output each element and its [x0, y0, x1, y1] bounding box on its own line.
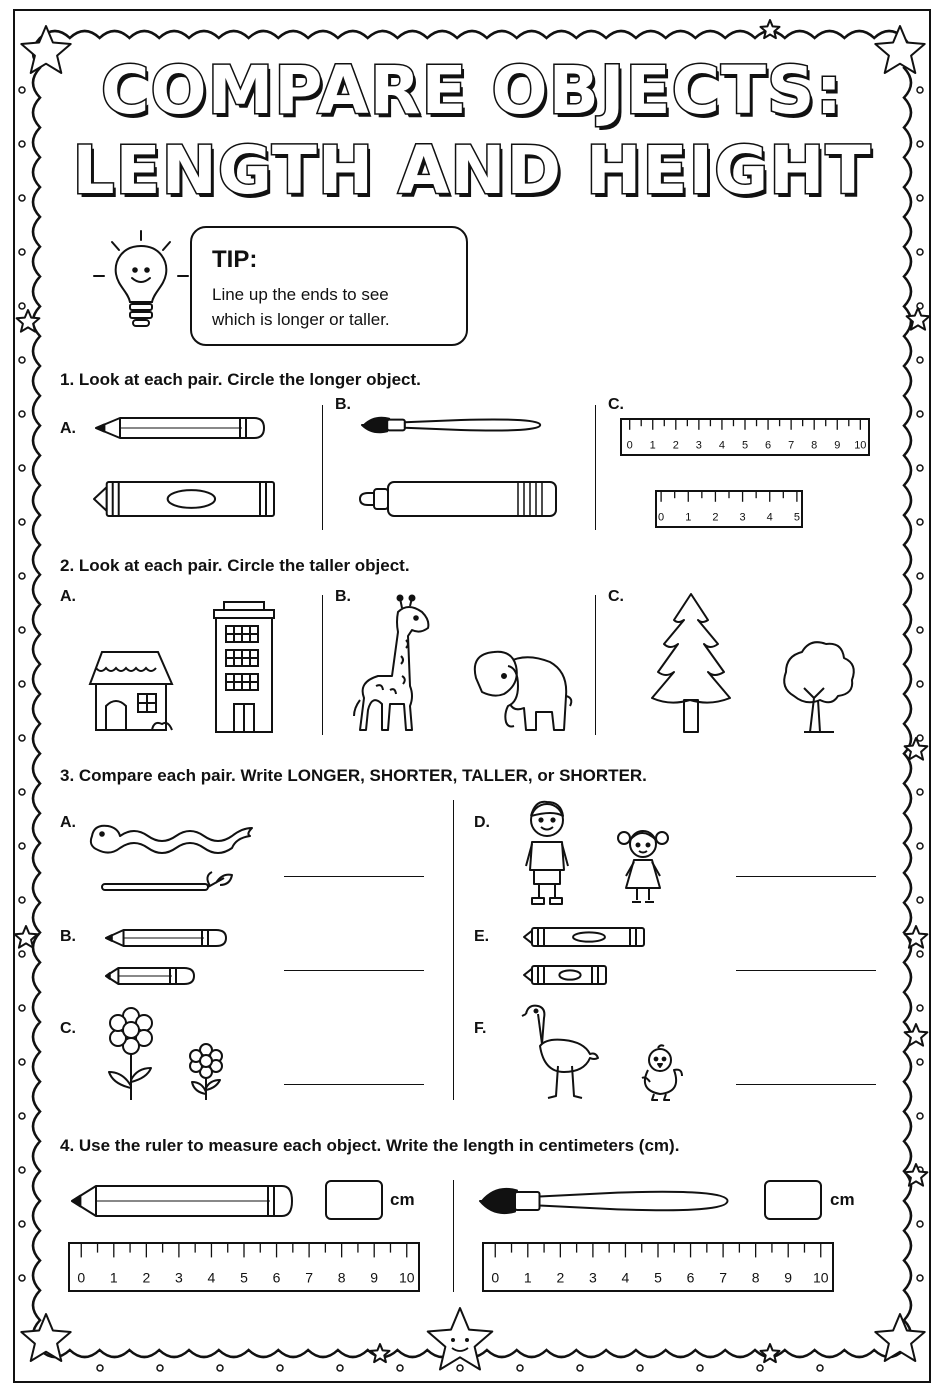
ruler-tick-label: 0	[77, 1269, 86, 1286]
tip-heading: TIP:	[212, 246, 258, 273]
pine-tree-drawing[interactable]	[648, 592, 734, 734]
page-title-line1: COMPARE OBJECTS:	[101, 52, 843, 129]
answer-line-d[interactable]	[736, 876, 876, 877]
ruler-tick-label: 8	[337, 1269, 346, 1286]
ruler-tick-label: 10	[812, 1269, 829, 1286]
measure-ruler-left[interactable]	[68, 1242, 422, 1294]
measure-ruler-right[interactable]	[482, 1242, 836, 1294]
s2-label-b: B.	[335, 588, 351, 605]
s3-label-f: F.	[474, 1020, 487, 1037]
answer-box-pencil[interactable]	[325, 1180, 383, 1220]
ruler-tick-label: 4	[766, 511, 773, 524]
s1-label-a: A.	[60, 420, 76, 437]
ruler-tick-label: 7	[305, 1269, 313, 1286]
ruler-tick-label: 6	[272, 1269, 281, 1286]
short-pencil-drawing[interactable]	[104, 966, 198, 986]
ruler-tick-label: 2	[672, 439, 679, 452]
ruler-tick-label: 3	[175, 1269, 183, 1286]
ruler-tick-label: 1	[649, 439, 656, 452]
ostrich-drawing[interactable]	[522, 1002, 598, 1102]
tip-line-1: Line up the ends to see	[212, 285, 389, 304]
short-flower-drawing[interactable]	[186, 1044, 226, 1102]
ruler-tick-label: 9	[834, 439, 841, 452]
s3-label-a: A.	[60, 814, 76, 831]
unit-label-cm: cm	[830, 1190, 855, 1209]
ruler-tick-label: 10	[398, 1269, 415, 1286]
ruler-tick-label: 8	[811, 439, 818, 452]
answer-box-paintbrush[interactable]	[764, 1180, 822, 1220]
ruler-tick-label: 5	[741, 439, 749, 452]
short-crayon-drawing[interactable]	[522, 964, 612, 986]
paintbrush-drawing[interactable]	[362, 414, 544, 440]
ruler-tick-label: 3	[739, 511, 746, 524]
s2-label-a: A.	[60, 588, 76, 605]
answer-line-c[interactable]	[284, 1084, 424, 1085]
stick-drawing[interactable]	[100, 868, 236, 892]
marker-drawing[interactable]	[358, 480, 560, 518]
ruler-tick-label: 4	[207, 1269, 216, 1286]
ruler-tick-label: 0	[491, 1269, 500, 1286]
page-title-line2: LENGTH AND HEIGHT	[72, 132, 872, 209]
crayon-drawing[interactable]	[92, 480, 278, 518]
star-icon	[761, 20, 780, 38]
ruler-tick-label: 0	[658, 511, 665, 524]
star-icon	[371, 1344, 390, 1362]
tip-text	[212, 282, 462, 332]
section4-instruction: 4. Use the ruler to measure each object. Write the length in centimeters (cm).	[60, 1136, 680, 1155]
s3-label-b: B.	[60, 928, 76, 945]
ruler-tick-label: 3	[695, 439, 702, 452]
ruler-tick-label: 7	[788, 439, 795, 452]
ruler-tick-label: 10	[854, 439, 867, 452]
ruler-tick-label: 1	[685, 511, 692, 524]
chick-drawing[interactable]	[638, 1046, 684, 1102]
star-icon	[761, 1344, 780, 1362]
ruler-tick-label: 9	[784, 1269, 793, 1286]
ruler-tick-label: 6	[686, 1269, 695, 1286]
section1-instruction: 1. Look at each pair. Circle the longer object.	[60, 370, 421, 389]
s1-label-c: C.	[608, 396, 624, 413]
tip-box	[190, 226, 468, 346]
ruler-tick-label: 2	[712, 511, 719, 524]
ruler-tick-label: 7	[719, 1269, 727, 1286]
house-drawing[interactable]	[86, 648, 176, 732]
ruler-tick-label: 5	[654, 1269, 662, 1286]
divider	[322, 595, 323, 735]
pencil-drawing[interactable]	[94, 416, 269, 442]
ruler-tick-label: 3	[589, 1269, 597, 1286]
ruler-tick-label: 6	[765, 439, 772, 452]
unit-label-cm: cm	[390, 1190, 415, 1209]
ruler-tick-label: 5	[793, 511, 800, 524]
tip-line-2: which is longer or taller.	[212, 310, 390, 329]
tall-flower-drawing[interactable]	[104, 1008, 158, 1102]
ruler-tick-label: 2	[142, 1269, 151, 1286]
divider	[595, 405, 596, 530]
girl-drawing[interactable]	[612, 826, 674, 906]
s3-label-c: C.	[60, 1020, 76, 1037]
ruler-tick-label: 2	[556, 1269, 565, 1286]
ruler-tick-label: 4	[621, 1269, 630, 1286]
divider	[595, 595, 596, 735]
divider	[453, 800, 454, 1100]
ruler-tick-label: 8	[751, 1269, 760, 1286]
answer-line-e[interactable]	[736, 970, 876, 971]
star-icon	[428, 1308, 493, 1370]
snake-drawing[interactable]	[88, 820, 254, 856]
ruler-tick-label: 1	[109, 1269, 118, 1286]
long-crayon-drawing[interactable]	[522, 926, 650, 948]
ruler-tick-label: 1	[523, 1269, 532, 1286]
section3-instruction: 3. Compare each pair. Write LONGER, SHORTER, TALLER, or SHORTER.	[60, 766, 647, 785]
lightbulb-icon	[92, 228, 202, 338]
ruler-long[interactable]	[620, 418, 870, 458]
boy-drawing[interactable]	[522, 800, 572, 906]
long-pencil-drawing[interactable]	[104, 928, 230, 948]
ruler-tick-label: 5	[240, 1269, 248, 1286]
ruler-tick-label: 0	[626, 439, 633, 452]
ruler-tick-label: 9	[370, 1269, 379, 1286]
building-drawing[interactable]	[210, 600, 280, 734]
answer-line-a[interactable]	[284, 876, 424, 877]
s3-label-e: E.	[474, 928, 490, 945]
bush-tree-drawing[interactable]	[780, 640, 856, 734]
ruler-short[interactable]	[655, 490, 803, 530]
s2-label-c: C.	[608, 588, 624, 605]
giraffe-drawing[interactable]	[346, 596, 436, 736]
answer-line-b[interactable]	[284, 970, 424, 971]
section2-instruction: 2. Look at each pair. Circle the taller object.	[60, 556, 410, 575]
s1-label-b: B.	[335, 396, 351, 413]
measure-pencil-drawing[interactable]	[70, 1184, 296, 1218]
star-icon	[905, 738, 928, 760]
answer-line-f[interactable]	[736, 1084, 876, 1085]
elephant-drawing[interactable]	[470, 648, 574, 734]
measure-paintbrush-drawing[interactable]	[480, 1184, 734, 1218]
s3-label-d: D.	[474, 814, 490, 831]
divider	[453, 1180, 454, 1292]
ruler-tick-label: 4	[718, 439, 725, 452]
divider	[322, 405, 323, 530]
